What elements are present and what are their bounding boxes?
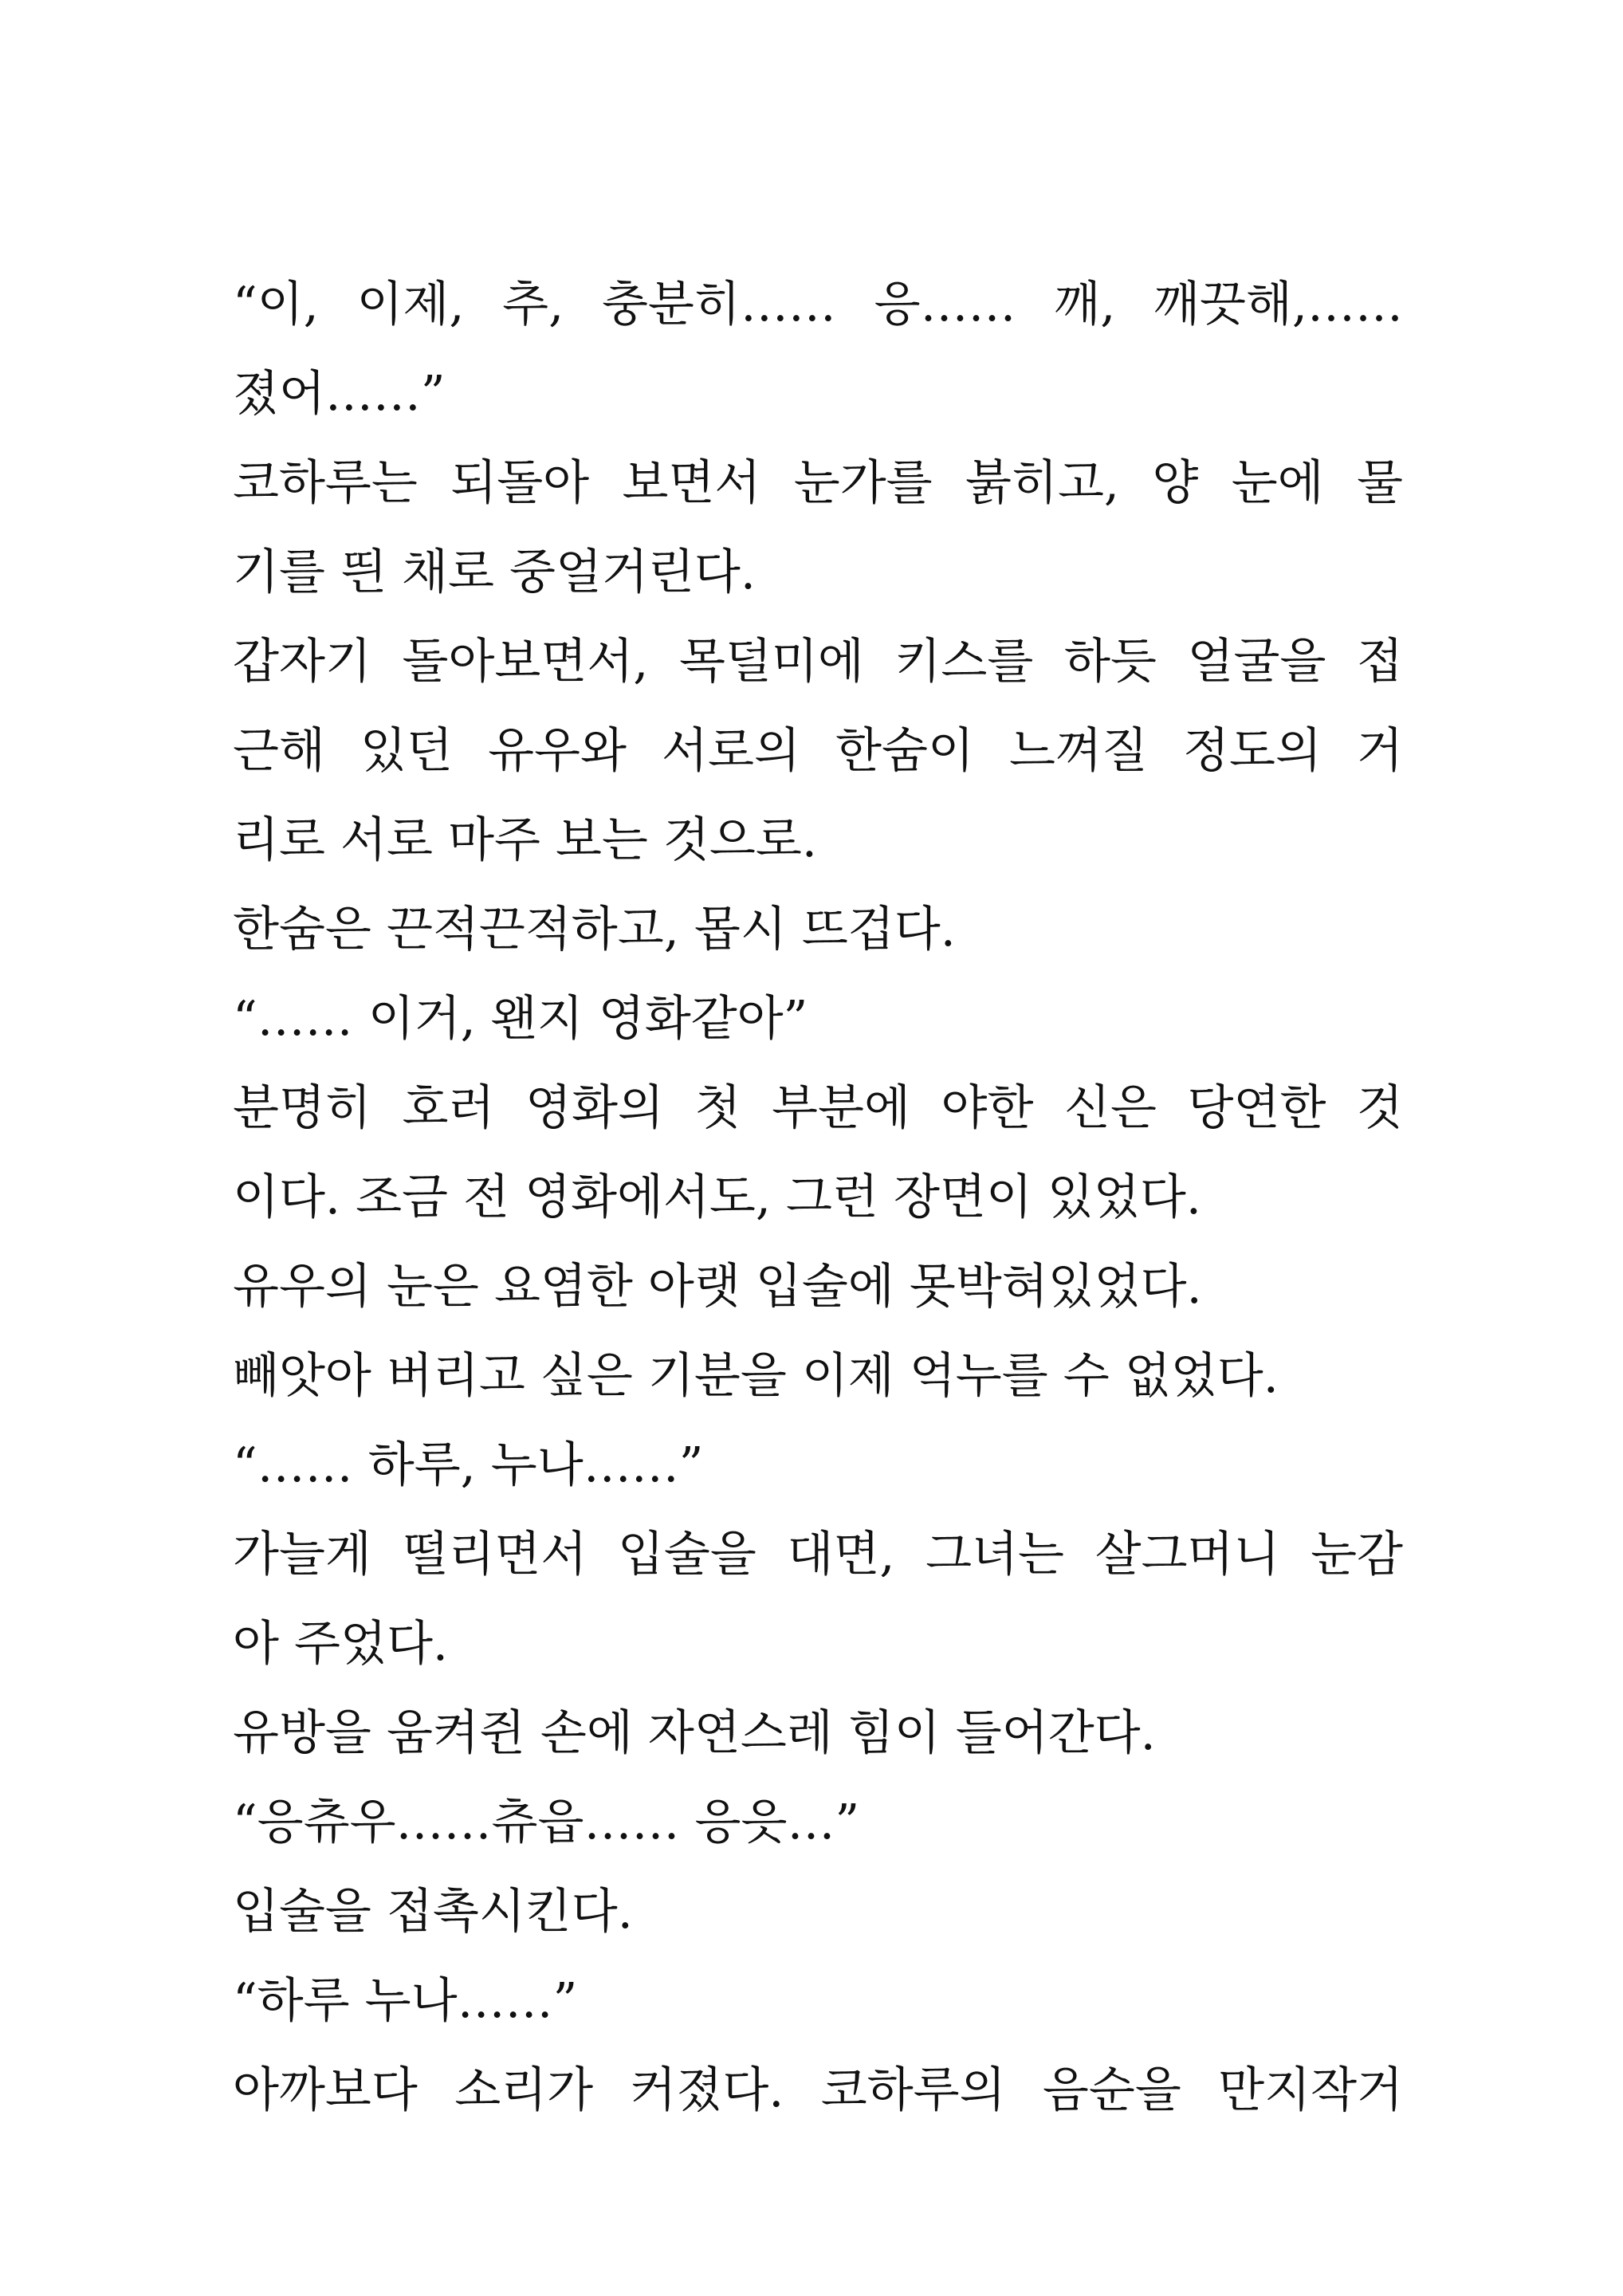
text-line: 한숨은 끈적끈적하고, 몹시 뜨겁다. xyxy=(233,902,956,957)
text-line: 갑자기 돌아보면서, 목덜미에 키스를 하듯 얼굴을 접 xyxy=(233,634,1403,690)
text-line: 가늘게 떨리면서 입술을 대면, 그녀는 살그머니 눈감 xyxy=(233,1527,1403,1582)
text-line: 입술을 접촉시킨다. xyxy=(233,1884,633,1940)
text-line: “응츄우……츄읍…… 응읏…” xyxy=(233,1795,860,1850)
text-line: 분명히 호러 영화의 첫 부분에 야한 신은 당연한 것 xyxy=(233,1080,1403,1136)
text-line: 아까보다 소리가 커졌다. 코하루의 음순을 만지작거 xyxy=(233,2062,1403,2118)
text-line: 빼앗아 버리고 싶은 기분을 이제 억누를 수 없었다. xyxy=(233,1348,1279,1404)
text-line: 리로 서로 마주 보는 것으로. xyxy=(233,812,817,868)
text-line: 근해 있던 유우와 서로의 한숨이 느껴질 정도의 거 xyxy=(233,723,1403,779)
text-line: “…… 이거, 왠지 영화같아” xyxy=(233,991,808,1047)
text-line: 이다. 조금 전 영화에서도, 그런 장면이 있었다. xyxy=(233,1170,1201,1225)
text-line: “하루 누나……” xyxy=(233,1973,578,2029)
text-line: “이, 이제, 추, 충분히…… 응…… 깨, 깨끗해,…… xyxy=(233,277,1403,332)
text-line: 기를 띈 채로 중얼거린다. xyxy=(233,545,756,600)
text-line: “…… 하루, 누나……” xyxy=(233,1437,704,1493)
text-line: 코하루는 되돌아 보면서 눈가를 붉히고, 양 눈에 물 xyxy=(233,455,1403,511)
text-line: 졌어……” xyxy=(233,366,446,422)
text-line: 아 주었다. xyxy=(233,1616,448,1672)
body-text xyxy=(233,260,1403,2135)
text-line: 유우의 눈은 요염한 아랫 입술에 못박혀있었다. xyxy=(233,1259,1202,1315)
text-line: 유방을 움켜쥔 손에 자연스레 힘이 들어간다. xyxy=(233,1705,1156,1761)
